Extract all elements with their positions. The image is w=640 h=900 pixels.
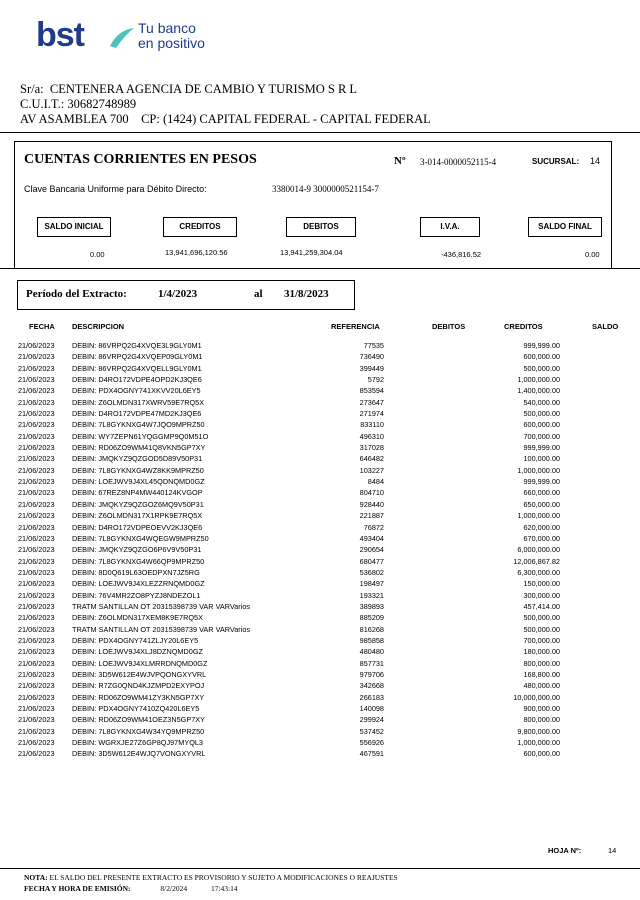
row-descripcion: DEBIN: D4RO172VDPEOEVV2KJ3QE6 (72, 522, 203, 532)
row-fecha: 21/06/2023 (18, 726, 55, 736)
row-descripcion: DEBIN: 86VRPQ2G4XVQELL9GLY0M1 (72, 363, 202, 373)
row-credito: 1,000,000.00 (517, 511, 560, 521)
cbu-label: Clave Bancaria Uniforme para Débito Directo: (24, 184, 207, 194)
row-descripcion: DEBIN: Z6OLMDN317XEM8K9E7RQ5X (72, 613, 203, 623)
transactions-table (18, 340, 618, 760)
row-descripcion: DEBIN: R7ZG0QND4KJZMPD2EXYPOJ (72, 681, 205, 691)
row-fecha: 21/06/2023 (18, 352, 55, 362)
row-descripcion: DEBIN: RD06ZO9WM41OEZ3N5GP7XY (72, 715, 206, 725)
bank-logo (36, 16, 226, 58)
table-row (18, 442, 618, 453)
row-credito: 100,000.00 (523, 454, 560, 464)
table-row (18, 465, 618, 476)
table-row (18, 363, 618, 374)
table-row (18, 340, 618, 351)
row-referencia: 736490 (359, 352, 384, 362)
table-row (18, 567, 618, 578)
cuit-line (20, 97, 136, 112)
header-descripcion: DESCRIPCION (72, 322, 125, 331)
row-fecha: 21/06/2023 (18, 647, 55, 657)
divider (0, 868, 640, 869)
period-label: Período del Extracto: (26, 288, 127, 300)
row-descripcion: DEBIN: 7L8GYKNXG4WZ8KK9MPRZ50 (72, 465, 204, 475)
account-nro: 3-014-0000052115-4 (420, 157, 497, 167)
row-referencia: 646482 (359, 454, 384, 464)
table-row (18, 453, 618, 464)
row-descripcion: DEBIN: D4RO172VDPE47MD2KJ3QE6 (72, 409, 202, 419)
row-descripcion: DEBIN: 67REZ8NP4MW440124KVGOP (72, 488, 203, 498)
row-credito: 999,999.00 (523, 341, 560, 350)
row-referencia: 77535 (363, 341, 384, 350)
row-descripcion: DEBIN: WGRXJE27Z6GP8QJ97MYQL3 (72, 738, 203, 748)
row-referencia: 857731 (359, 658, 384, 668)
row-fecha: 21/06/2023 (18, 749, 55, 759)
row-referencia: 290654 (359, 545, 384, 555)
row-credito: 800,000.00 (523, 715, 560, 725)
iva-label: I.V.A. (420, 217, 480, 237)
logo-tagline-1: Tu banco (138, 20, 196, 36)
row-referencia: 221887 (359, 511, 384, 521)
cuit-label: C.U.I.T.: (20, 97, 65, 111)
table-row (18, 748, 618, 759)
divider (0, 268, 640, 269)
nota-line (24, 873, 398, 882)
row-referencia: 537452 (359, 726, 384, 736)
row-credito: 1,000,000.00 (517, 738, 560, 748)
table-row (18, 510, 618, 521)
row-descripcion: DEBIN: 3D5W612E4WJQ7VONGXYVRL (72, 749, 206, 759)
table-row (18, 476, 618, 487)
emision-label: FECHA Y HORA DE EMISIÓN: (24, 884, 131, 893)
row-credito: 800,000.00 (523, 658, 560, 668)
row-credito: 12,006,867.82 (513, 556, 560, 566)
header-creditos: CREDITOS (504, 322, 543, 331)
emision-line (24, 884, 238, 893)
row-fecha: 21/06/2023 (18, 704, 55, 713)
row-fecha: 21/06/2023 (18, 397, 55, 407)
row-credito: 600,000.00 (523, 352, 560, 362)
row-descripcion: DEBIN: PDX4OGNY7410ZQ420L6EY5 (72, 704, 200, 713)
logo-tagline-2: en positivo (138, 35, 205, 51)
row-descripcion: DEBIN: WY7ZEPN61YQGGMP9Q0M51O (72, 431, 209, 441)
row-referencia: 342668 (359, 681, 384, 691)
table-row (18, 612, 618, 623)
row-fecha: 21/06/2023 (18, 669, 55, 679)
row-credito: 480,000.00 (523, 681, 560, 691)
table-row (18, 408, 618, 419)
table-row (18, 726, 618, 737)
row-credito: 180,000.00 (523, 647, 560, 657)
divider (0, 132, 640, 133)
saldo-final-value: 0.00 (585, 250, 600, 259)
table-row (18, 385, 618, 396)
row-fecha: 21/06/2023 (18, 363, 55, 373)
row-referencia: 266183 (359, 692, 384, 702)
row-descripcion: DEBIN: LOEJWV9J4XLEZZRNQMD0GZ (72, 579, 205, 589)
table-row (18, 680, 618, 691)
emision-fecha: 8/2/2024 (160, 884, 188, 893)
row-credito: 500,000.00 (523, 613, 560, 623)
row-descripcion: TRATM SANTILLAN OT 20315398739 VAR VARVarios (72, 624, 251, 634)
table-row (18, 658, 618, 669)
row-credito: 650,000.00 (523, 499, 560, 509)
row-fecha: 21/06/2023 (18, 375, 55, 385)
creditos-value: 13,941,696,120.56 (165, 248, 228, 257)
row-descripcion: DEBIN: 76V4MR2ZO8PYZJ8NDEZOL1 (72, 590, 201, 600)
row-credito: 660,000.00 (523, 488, 560, 498)
row-credito: 10,000,000.00 (513, 692, 560, 702)
table-row (18, 556, 618, 567)
row-credito: 999,999.00 (523, 443, 560, 453)
table-row (18, 431, 618, 442)
table-row (18, 669, 618, 680)
row-descripcion: TRATM SANTILLAN OT 20315398739 VAR VARVarios (72, 601, 251, 611)
row-fecha: 21/06/2023 (18, 545, 55, 555)
row-referencia: 8484 (367, 477, 384, 487)
row-referencia: 928440 (359, 499, 384, 509)
row-fecha: 21/06/2023 (18, 556, 55, 566)
logo-text: bst (36, 16, 84, 54)
row-fecha: 21/06/2023 (18, 590, 55, 600)
row-fecha: 21/06/2023 (18, 533, 55, 543)
row-descripcion: DEBIN: 7L8GYKNXG4WQEGW9MPRZ50 (72, 533, 209, 543)
debitos-label: DEBITOS (286, 217, 356, 237)
row-referencia: 496310 (359, 431, 384, 441)
row-descripcion: DEBIN: PDX4OGNY741ZLJY20L6EY5 (72, 635, 199, 645)
row-fecha: 21/06/2023 (18, 477, 55, 487)
table-row (18, 351, 618, 362)
client-address: AV ASAMBLEA 700 (20, 112, 129, 126)
row-descripcion: DEBIN: 86VRPQ2G4XVQE3L9GLY0M1 (72, 341, 202, 350)
nota-text: EL SALDO DEL PRESENTE EXTRACTO ES PROVISORIO Y SUJETO A MODIFICACIONES O REAJUSTES (49, 873, 398, 882)
row-descripcion: DEBIN: LOEJWV9J4XLJ8DZNQMD0GZ (72, 647, 203, 657)
row-descripcion: DEBIN: JMQKYZ9QZGOZ6MQ9V50P31 (72, 499, 204, 509)
client-cp: CP: (1424) CAPITAL FEDERAL - CAPITAL FEDERAL (141, 112, 431, 126)
sucursal-value: 14 (590, 156, 601, 166)
row-referencia: 198497 (359, 579, 384, 589)
row-descripcion: DEBIN: PDX4OGNY741XKVV20L6EY5 (72, 386, 201, 396)
iva-value: -436,816.52 (441, 250, 482, 259)
row-credito: 457,414.00 (523, 601, 560, 611)
row-fecha: 21/06/2023 (18, 624, 55, 634)
row-credito: 168,800.00 (523, 669, 560, 679)
row-credito: 900,000.00 (523, 704, 560, 713)
row-fecha: 21/06/2023 (18, 567, 55, 577)
sucursal-label: SUCURSAL: (532, 157, 580, 166)
row-fecha: 21/06/2023 (18, 681, 55, 691)
row-referencia: 804710 (359, 488, 384, 498)
saldo-inicial-label: SALDO INICIAL (37, 217, 111, 237)
row-referencia: 317028 (359, 443, 384, 453)
client-name-line (20, 82, 357, 97)
row-fecha: 21/06/2023 (18, 511, 55, 521)
row-descripcion: DEBIN: RD06ZO9WM41Q8VKN5GP7XY (72, 443, 206, 453)
row-referencia: 985858 (359, 635, 384, 645)
table-row (18, 544, 618, 555)
row-credito: 540,000.00 (523, 397, 560, 407)
table-row (18, 703, 618, 714)
row-referencia: 556926 (359, 738, 384, 748)
table-row (18, 590, 618, 601)
row-referencia: 5792 (367, 375, 384, 385)
row-descripcion: DEBIN: 3D5W612E4WJVPQONGXYVRL (72, 669, 207, 679)
row-referencia: 140098 (359, 704, 384, 713)
row-referencia: 493404 (359, 533, 384, 543)
row-descripcion: DEBIN: JMQKYZ9QZGOD5D89V50P31 (72, 454, 203, 464)
table-row (18, 499, 618, 510)
header-saldo: SALDO (592, 322, 619, 331)
row-referencia: 480480 (359, 647, 384, 657)
row-credito: 700,000.00 (523, 431, 560, 441)
logo-swoosh-icon (108, 26, 136, 50)
row-fecha: 21/06/2023 (18, 613, 55, 623)
row-referencia: 680477 (359, 556, 384, 566)
table-row (18, 624, 618, 635)
row-descripcion: DEBIN: 7L8GYKNXG4W7JQO9MPRZ50 (72, 420, 205, 430)
row-fecha: 21/06/2023 (18, 431, 55, 441)
row-credito: 6,300,000.00 (517, 567, 560, 577)
row-credito: 700,000.00 (523, 635, 560, 645)
row-credito: 6,000,000.00 (517, 545, 560, 555)
header-debitos: DEBITOS (432, 322, 466, 331)
row-credito: 300,000.00 (523, 590, 560, 600)
row-descripcion: DEBIN: 86VRPQ2G4XVQEP09GLY0M1 (72, 352, 203, 362)
cbu-value: 3380014-9 3000000521154-7 (272, 184, 379, 194)
row-referencia: 816268 (359, 624, 384, 634)
row-referencia: 833110 (360, 420, 384, 430)
table-row (18, 635, 618, 646)
row-referencia: 979706 (359, 669, 384, 679)
row-referencia: 76872 (363, 522, 384, 532)
row-referencia: 536802 (359, 567, 384, 577)
account-title: CUENTAS CORRIENTES EN PESOS (24, 152, 257, 167)
row-fecha: 21/06/2023 (18, 420, 55, 430)
table-row (18, 533, 618, 544)
period-from: 1/4/2023 (158, 288, 198, 300)
nota-label: NOTA: (24, 873, 48, 882)
row-descripcion: DEBIN: 7L8GYKNXG4W34YQ9MPRZ50 (72, 726, 205, 736)
row-credito: 9,800,000.00 (517, 726, 560, 736)
header-fecha: FECHA (29, 322, 55, 331)
table-row (18, 419, 618, 430)
row-fecha: 21/06/2023 (18, 658, 55, 668)
row-referencia: 853594 (359, 386, 384, 396)
header-referencia: REFERENCIA (331, 322, 380, 331)
row-credito: 620,000.00 (523, 522, 560, 532)
row-descripcion: DEBIN: 8D0Q619L63OEDPXN7JZ5RG (72, 567, 200, 577)
row-fecha: 21/06/2023 (18, 601, 55, 611)
row-descripcion: DEBIN: Z6OLMDN317X1RPK9E7RQ5X (72, 511, 203, 521)
emision-hora: 17:43:14 (210, 884, 238, 893)
row-credito: 1,000,000.00 (517, 375, 560, 385)
row-descripcion: DEBIN: JMQKYZ9QZGO6P6V9V50P31 (72, 545, 202, 555)
row-credito: 670,000.00 (523, 533, 560, 543)
row-fecha: 21/06/2023 (18, 465, 55, 475)
row-credito: 600,000.00 (523, 749, 560, 759)
row-descripcion: DEBIN: Z6OLMDN317XWRV59E7RQ5X (72, 397, 205, 407)
row-fecha: 21/06/2023 (18, 443, 55, 453)
creditos-label: CREDITOS (163, 217, 237, 237)
row-referencia: 271974 (359, 409, 384, 419)
saldo-final-label: SALDO FINAL (528, 217, 602, 237)
row-descripcion: DEBIN: RD06ZO9WM41ZY3KN5GP7XY (72, 692, 205, 702)
account-nro-label: Nº (394, 155, 406, 167)
table-row (18, 692, 618, 703)
row-fecha: 21/06/2023 (18, 579, 55, 589)
row-descripcion: DEBIN: D4RO172VDPE4OPD2KJ3QE6 (72, 375, 202, 385)
row-fecha: 21/06/2023 (18, 488, 55, 498)
hoja-label: HOJA Nº: (548, 846, 582, 855)
table-row (18, 522, 618, 533)
debitos-value: 13,941,259,304.04 (280, 248, 343, 257)
table-row (18, 487, 618, 498)
row-credito: 600,000.00 (523, 420, 560, 430)
row-fecha: 21/06/2023 (18, 409, 55, 419)
row-credito: 1,000,000.00 (517, 465, 560, 475)
row-credito: 500,000.00 (523, 624, 560, 634)
table-row (18, 397, 618, 408)
row-descripcion: DEBIN: LOEJWV9J4XLMRRDNQMD0GZ (72, 658, 208, 668)
row-credito: 999,999.00 (523, 477, 560, 487)
hoja-value: 14 (608, 846, 617, 855)
row-referencia: 467591 (359, 749, 384, 759)
address-line (20, 112, 431, 127)
row-fecha: 21/06/2023 (18, 499, 55, 509)
table-row (18, 646, 618, 657)
row-referencia: 885209 (359, 613, 384, 623)
row-credito: 500,000.00 (523, 409, 560, 419)
row-referencia: 299924 (359, 715, 384, 725)
saldo-inicial-value: 0.00 (90, 250, 105, 259)
row-referencia: 273647 (359, 397, 384, 407)
period-to: 31/8/2023 (284, 288, 329, 300)
row-descripcion: DEBIN: 7L8GYKNXG4W66QP9MPRZ50 (72, 556, 205, 566)
table-row (18, 578, 618, 589)
row-fecha: 21/06/2023 (18, 386, 55, 396)
row-credito: 1,400,000.00 (517, 386, 560, 396)
row-fecha: 21/06/2023 (18, 522, 55, 532)
row-referencia: 389893 (359, 601, 384, 611)
row-descripcion: DEBIN: LOEJWV9J4XL45QDNQMD0GZ (72, 477, 205, 487)
row-credito: 150,000.00 (523, 579, 560, 589)
sra-label: Sr/a: (20, 82, 44, 96)
row-fecha: 21/06/2023 (18, 692, 55, 702)
client-name: CENTENERA AGENCIA DE CAMBIO Y TURISMO S R L (49, 82, 358, 96)
row-fecha: 21/06/2023 (18, 341, 55, 350)
row-referencia: 193321 (359, 590, 384, 600)
table-row (18, 601, 618, 612)
row-fecha: 21/06/2023 (18, 738, 55, 748)
cuit-value: 30682748989 (67, 97, 137, 111)
period-al: al (254, 288, 263, 300)
table-row (18, 714, 618, 725)
row-fecha: 21/06/2023 (18, 635, 55, 645)
row-credito: 500,000.00 (523, 363, 560, 373)
row-fecha: 21/06/2023 (18, 715, 55, 725)
row-referencia: 103227 (359, 465, 384, 475)
table-row (18, 737, 618, 748)
row-referencia: 399449 (359, 363, 384, 373)
row-fecha: 21/06/2023 (18, 454, 55, 464)
table-row (18, 374, 618, 385)
